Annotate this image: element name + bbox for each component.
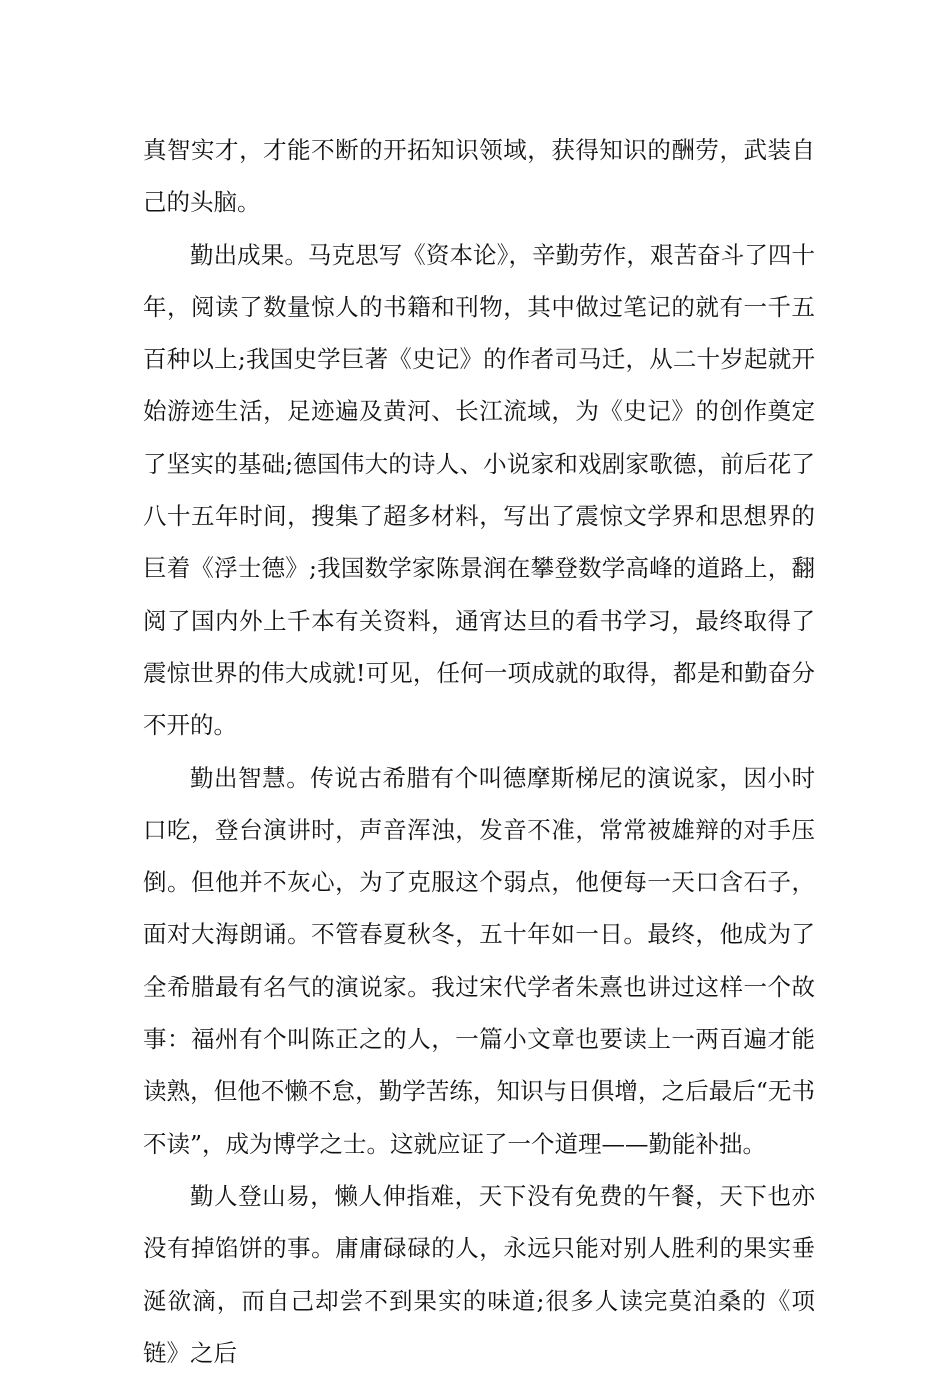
paragraph-diligence-effort: 勤人登山易，懒人伸指难，天下没有免费的午餐，天下也亦没有掉馅饼的事。庸庸碌碌的人，永远只能对别人胜利的果实垂涎欲滴，而自己却尝不到果实的味道;很多人读完莫泊桑的《项链》之后	[143, 1181, 815, 1367]
paragraph-continuation: 真智实才，才能不断的开拓知识领域，获得知识的酬劳，武装自己的头脑。	[143, 136, 815, 217]
paragraph-diligence-wisdom: 勤出智慧。传说古希腊有个叫德摩斯梯尼的演说家，因小时口吃，登台演讲时，声音浑浊，发音不准，常常被雄辩的对手压倒。但他并不灰心，为了克服这个弱点，他便每一天口含石子，面对大海朗诵。不管春夏秋冬，五十年如一日。最终，他成为了全希腊最有名气的演说家。我过宋代学者朱熹也讲过这样一个故事：福州有个叫陈正之的人，一篇小文章也要读上一两百遍才能读熟，但他不懒不怠，勤学苦练，知识与日俱增，之后最后“无书不读”，成为博学之士。这就应证了一个道理——勤能补拙。	[143, 763, 815, 1158]
document-body	[143, 124, 815, 1379]
paragraph-diligence-results: 勤出成果。马克思写《资本论》，辛勤劳作，艰苦奋斗了四十年，阅读了数量惊人的书籍和刊物，其中做过笔记的就有一千五百种以上;我国史学巨著《史记》的作者司马迁，从二十岁起就开始游迹生活，足迹遍及黄河、长江流域，为《史记》的创作奠定了坚实的基础;德国伟大的诗人、小说家和戏剧家歌德，前后花了八十五年时间，搜集了超多材料，写出了震惊文学界和思想界的巨着《浮士德》;我国数学家陈景润在攀登数学高峰的道路上，翻阅了国内外上千本有关资料，通宵达旦的看书学习，最终取得了震惊世界的伟大成就!可见，任何一项成就的取得，都是和勤奋分不开的。	[143, 240, 815, 740]
